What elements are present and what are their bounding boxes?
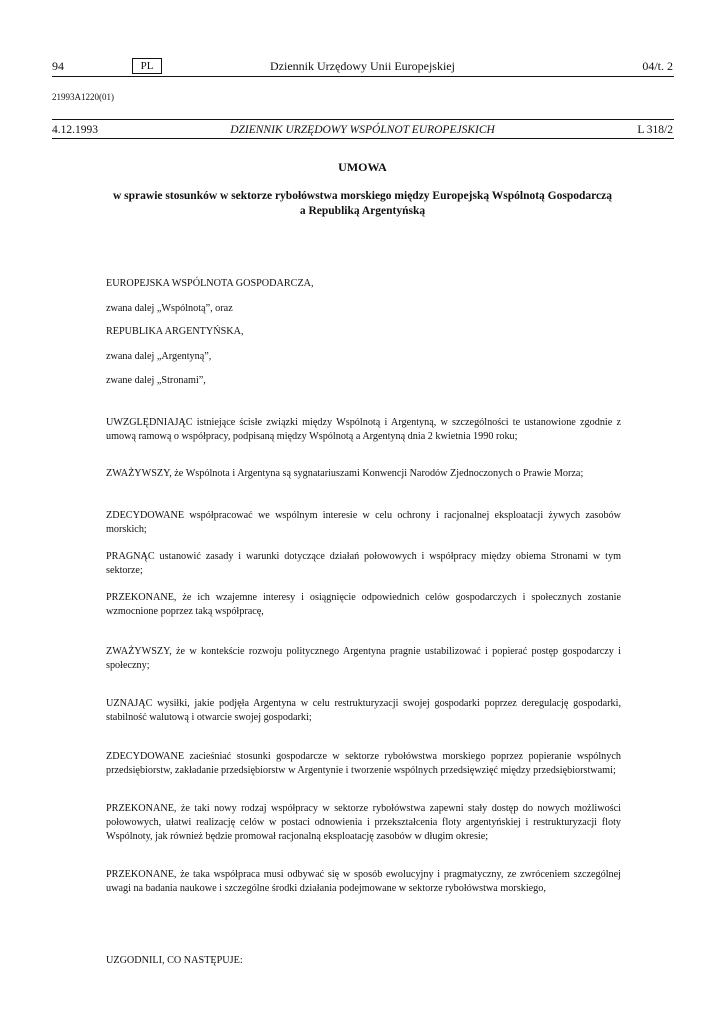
oj-bottom-divider: [52, 138, 674, 139]
recital-paragraph: UZNAJĄC wysiłki, jakie podjęła Argentyna w celu restrukturyzacji swojej gospodarki poprzez deregulację gospodarki, stabilność walutową i otwarcie swojej gospodarki;: [106, 698, 621, 723]
document-subtitle-line-2: a Republiką Argentyńską: [299, 205, 426, 217]
recital-paragraph: PRZEKONANE, że taka współpraca musi odbywać się w sposób ewolucyjny i pragmatyczny, ze zwróceniem szczególnej uwagi na badania naukowe i szczególne środki działania podejmowane w sektorze rybołówstwa morskiego,: [106, 869, 621, 894]
party-argentina: REPUBLIKA ARGENTYŃSKA,: [106, 326, 244, 337]
language-badge: PL: [132, 58, 162, 74]
oj-title: DZIENNIK URZĘDOWY WSPÓLNOT EUROPEJSKICH: [230, 124, 495, 136]
parties-alias: zwane dalej „Stronami”,: [106, 375, 206, 386]
recital-paragraph: UWZGLĘDNIAJĄC istniejące ścisłe związki między Wspólnotą i Argentyną, w szczególności te ustanowione zgodnie z umową ramową o współpracy, podpisaną między Wspólnotą a Argentyną dnia 2 kwietnia 1990 roku;: [106, 417, 621, 442]
recital-paragraph: PRAGNĄC ustanowić zasady i warunki dotyczące działań połowowych i współpracy między obiema Stronami w tym sektorze;: [106, 551, 621, 576]
document-code: 21993A1220(01): [52, 92, 114, 102]
issue-reference: 04/t. 2: [642, 59, 673, 73]
recital-paragraph: PRZEKONANE, że taki nowy rodzaj współpracy w sektorze rybołówstwa zapewni stały dostęp do nowych możliwości połowowych, ułatwi realizację celów w postaci odnowienia i przekształcenia floty argentyńskiej i restrukturyzacji floty Wspólnoty, jak również będzie promował racjonalną eksploatację zasobów w długim okresie;: [106, 803, 621, 842]
document-title: UMOWA: [338, 160, 387, 174]
recital-paragraph: ZWAŻYWSZY, że w kontekście rozwoju politycznego Argentyna pragnie ustabilizować i popierać postęp gospodarczy i społeczny;: [106, 646, 621, 671]
header-divider: [52, 76, 674, 77]
agreed-clause: UZGODNILI, CO NASTĘPUJE:: [106, 955, 243, 966]
party-community: EUROPEJSKA WSPÓLNOTA GOSPODARCZA,: [106, 278, 314, 289]
party-community-alias: zwana dalej „Wspólnotą”, oraz: [106, 303, 233, 314]
page-number: 94: [52, 59, 64, 73]
oj-top-divider: [52, 119, 674, 120]
recital-paragraph: PRZEKONANE, że ich wzajemne interesy i osiągnięcie odpowiednich celów gospodarczych i społecznych zostanie wzmocnione poprzez taką współpracę,: [106, 592, 621, 617]
recital-paragraph: ZDECYDOWANE zacieśniać stosunki gospodarcze w sektorze rybołówstwa morskiego poprzez popieranie wspólnych przedsiębiorstw, zakładanie przedsiębiorstw w Argentynie i tworzenie wspólnych przedsięwzięć między przedsiębiorstwami;: [106, 751, 621, 776]
journal-name: Dziennik Urzędowy Unii Europejskiej: [270, 59, 455, 73]
document-subtitle-line-1: w sprawie stosunków w sektorze rybołówstwa morskiego między Europejską Wspólnotą Gospodarczą: [113, 190, 612, 202]
oj-page-reference: L 318/2: [637, 124, 673, 136]
party-argentina-alias: zwana dalej „Argentyną”,: [106, 351, 212, 362]
recital-paragraph: ZDECYDOWANE współpracować we wspólnym interesie w celu ochrony i racjonalnej eksploatacji żywych zasobów morskich;: [106, 510, 621, 535]
recital-paragraph: ZWAŻYWSZY, że Wspólnota i Argentyna są sygnatariuszami Konwencji Narodów Zjednoczonych o Prawie Morza;: [106, 468, 584, 479]
oj-date: 4.12.1993: [52, 124, 98, 136]
